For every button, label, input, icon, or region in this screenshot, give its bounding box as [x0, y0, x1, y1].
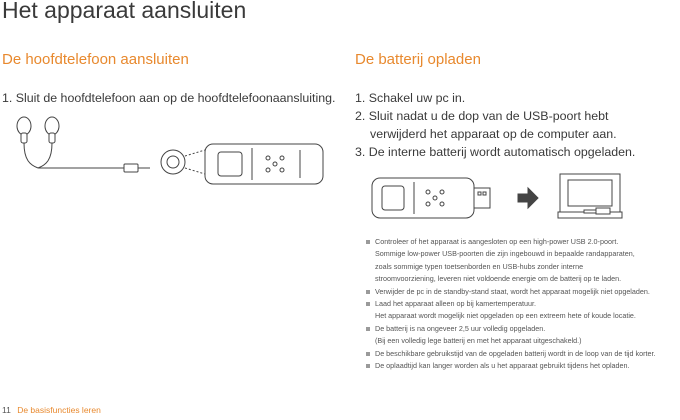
battery-step-1: 1. Schakel uw pc in. [355, 91, 466, 105]
note-item [366, 298, 678, 323]
note-text: De batterij is na ongeveer 2,5 uur volledig opgeladen. [375, 323, 546, 333]
bullet-icon [366, 290, 370, 294]
note-item [366, 348, 678, 360]
page-number: 11 [2, 405, 11, 415]
note-text: (Bij een volledig lege batterij en met het apparaat uitgeschakeld.) [375, 336, 582, 346]
section-title-headphones: De hoofdtelefoon aansluiten [2, 51, 189, 68]
page-footer [2, 405, 101, 415]
note-text: Controleer of het apparaat is aangesloten op een high-power USB 2.0-poort. [375, 237, 619, 246]
note-text: De oplaadtijd kan langer worden als u het apparaat gebruikt tijdens het opladen. [375, 361, 630, 371]
note-text: zoals sommige typen toetsenborden en USB-hubs zonder interne [375, 261, 584, 271]
note-text: Sommige low-power USB-poorten die zijn ingebouwd in bepaalde randapparaten, [375, 249, 635, 259]
note-item [366, 360, 678, 372]
bullet-icon [366, 352, 370, 356]
headphones-illustration [0, 110, 340, 190]
note-text: Laad het apparaat alleen op bij kamertemperatuur. [375, 299, 537, 309]
battery-step-2: 2. Sluit nadat u de dop van de USB-poort hebt [355, 109, 609, 123]
bullet-icon [366, 327, 370, 331]
note-item [366, 286, 678, 298]
note-item [366, 323, 678, 348]
section-title-battery: De batterij opladen [355, 51, 481, 68]
bullet-icon [366, 240, 370, 244]
bullet-icon [366, 364, 370, 368]
notes-list [366, 236, 678, 372]
note-text: Verwijder de pc in de standby-stand staat, wordt het apparaat mogelijk niet opgeladen. [375, 286, 650, 296]
note-text: stroomvoorziening, leveren niet voldoende energie om de batterij op te laden. [375, 274, 622, 284]
note-item [366, 236, 678, 286]
footer-section-label: De basisfuncties leren [17, 405, 101, 415]
page-title: Het apparaat aansluiten [2, 0, 247, 23]
battery-step-3: 3. De interne batterij wordt automatisch opgeladen. [355, 145, 636, 159]
battery-step-2-continued: verwijderd het apparaat op de computer aan. [370, 127, 617, 141]
battery-steps [355, 89, 635, 161]
note-text: Het apparaat wordt mogelijk niet opgeladen op een extreem hete of koude locatie. [375, 311, 636, 321]
headphones-step-1: 1. Sluit de hoofdtelefoon aan op de hoofdtelefoonaansluiting. [2, 91, 336, 105]
note-text: De beschikbare gebruikstijd van de opgeladen batterij wordt in de loop van de tijd korter. [375, 348, 656, 358]
bullet-icon [366, 302, 370, 306]
